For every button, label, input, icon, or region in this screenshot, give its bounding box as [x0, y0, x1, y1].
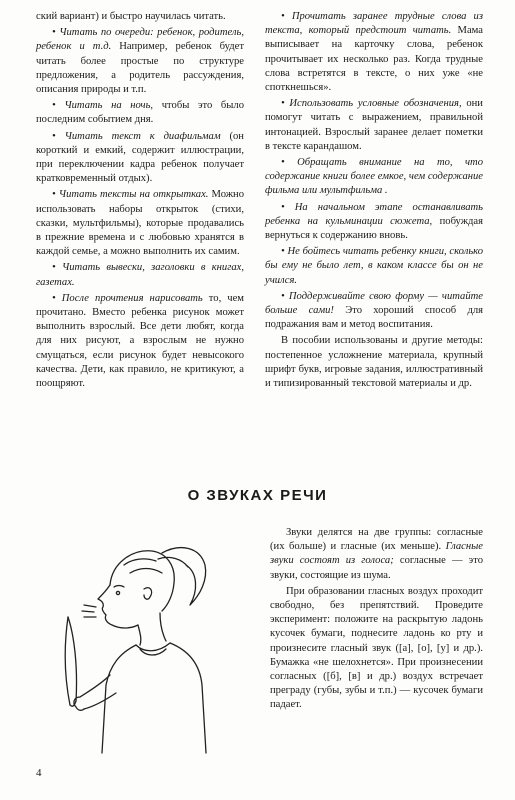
left-paragraph-2: [36, 26, 244, 97]
left-paragraph-5-italic: • Читать тексты на открытках.: [52, 189, 209, 201]
left-paragraph-7-text: то, чем прочитано. Вместо ребенка рисунок может выполнить взрослый. Все дети любят, когда для них рисуют, а взрослым не нужно смущаться, если рисунок будет невысокого качества. Дети, как правило, не критикуют, а поощряют.: [36, 292, 244, 390]
page-number: 4: [36, 767, 42, 779]
section-paragraph-1-text-a: Звуки делятся на две группы: согласные (их больше) и гласные (их меньше).: [270, 527, 483, 553]
left-paragraph-3: [36, 99, 244, 127]
right-paragraph-6: [265, 290, 483, 333]
right-paragraph-6-text: Это хороший способ для подражания вам и метод воспитания.: [265, 305, 483, 331]
section-paragraph-1-text-b: согласные — это звуки, состоящие из шума.: [270, 555, 483, 581]
right-paragraph-6-italic: • Поддерживайте свою форму — читайте больше сами!: [265, 290, 483, 317]
section-text: [270, 526, 483, 713]
right-paragraph-5: [265, 245, 483, 288]
right-paragraph-4-italic: • На начальном этапе останавливать ребенка на кульминации сюжета,: [265, 201, 483, 227]
right-paragraph-2: [265, 97, 483, 154]
left-paragraph-6: [36, 261, 244, 289]
section-paragraph-1-italic: Гласные звуки состоят из голоса;: [270, 541, 483, 567]
left-paragraph-2-italic: • Читать по очереди: ребенок, родитель, ребенок и т.д.: [36, 27, 244, 53]
right-paragraph-4: [265, 201, 483, 244]
right-paragraph-1-text: Мама выписывает на карточку слова, ребенок прочитывает их несколько раз. Когда трудные слова встретятся в тексте, о них уже «не споткнешься».: [265, 25, 483, 94]
section-title: О ЗВУКАХ РЕЧИ: [187, 487, 328, 504]
left-paragraph-5-text: Можно использовать наборы открыток (стихи, сказки, мультфильмы), которые продавались в прежние времена и с любовью хранятся в каждой семье, а можно выполнить их самим.: [36, 189, 245, 258]
right-paragraph-5-italic: • Не бойтесь читать ребенку книги, сколько бы ему не было лет, в каком классе бы он не учился.: [265, 246, 483, 286]
left-paragraph-4-italic: • Читать текст к диафильмам: [52, 130, 221, 142]
girl-reading-illustration: [40, 525, 245, 755]
section-paragraph-2: При образовании гласных воздух проходит свободно, без препятствий. Проведите эксперимент: положите на раскрытую ладонь кусочек бумаги, поднесите ладонь ко рту и произнесите гласный звук ([а], [о], [у] и др.). Бумажка «не шелохнется». При произнесении согласных ([б], [в] и др.) воздух встречает преграду (губы, зубы и т.п.) — кусочек бумаги падает.: [270, 585, 483, 711]
left-paragraph-7: [36, 292, 244, 391]
right-paragraph-2-text: они помогут читать с выражением, правильной интонацией. Взрослый заранее делает пометки в тексте карандашом.: [265, 98, 483, 152]
right-paragraph-3-italic: • Обращать внимание на то, что содержание книги более емкое, чем содержание фильма или мультфильма .: [265, 157, 483, 197]
right-paragraph-2-italic: • Использовать условные обозначения,: [281, 98, 462, 110]
left-paragraph-6-italic: • Читать вывески, заголовки в книгах, газетах.: [36, 262, 244, 288]
left-paragraph-3-text: чтобы это было последним событием дня.: [36, 100, 244, 126]
right-paragraph-1-italic: • Прочитать заранее трудные слова из текста, который предстоит читать.: [265, 11, 483, 37]
left-paragraph-4-text: (он короткий и емкий, содержит иллюстрации, при переключении кадра ребенок получает кратковременный отдых).: [36, 130, 244, 185]
left-paragraph-5: [36, 188, 244, 259]
left-paragraph-2-text: Например, ребенок будет читать более простые по структуре предложения, а родитель рассуждения, описания природы и т.п.: [36, 41, 244, 96]
right-paragraph-3: [265, 156, 483, 199]
right-column: [265, 10, 483, 391]
section-paragraph-1: [270, 526, 483, 583]
right-paragraph-1: [265, 10, 483, 95]
left-paragraph-4: [36, 130, 244, 187]
right-paragraph-7: В пособии использованы и другие методы: постепенное усложнение материала, крупный шрифт букв, игровые задания, иллюстративный и типизированный текстовой материалы и др.: [265, 335, 483, 390]
right-paragraph-4-text: побуждая вернуться к содержанию вновь.: [265, 215, 484, 242]
left-paragraph-3-italic: • Читать на ночь,: [52, 100, 154, 112]
left-paragraph-7-italic: • После прочтения нарисовать: [52, 292, 203, 304]
left-paragraph-1: ский вариант) и быстро научилась читать.: [36, 11, 226, 22]
left-column: [36, 10, 244, 391]
